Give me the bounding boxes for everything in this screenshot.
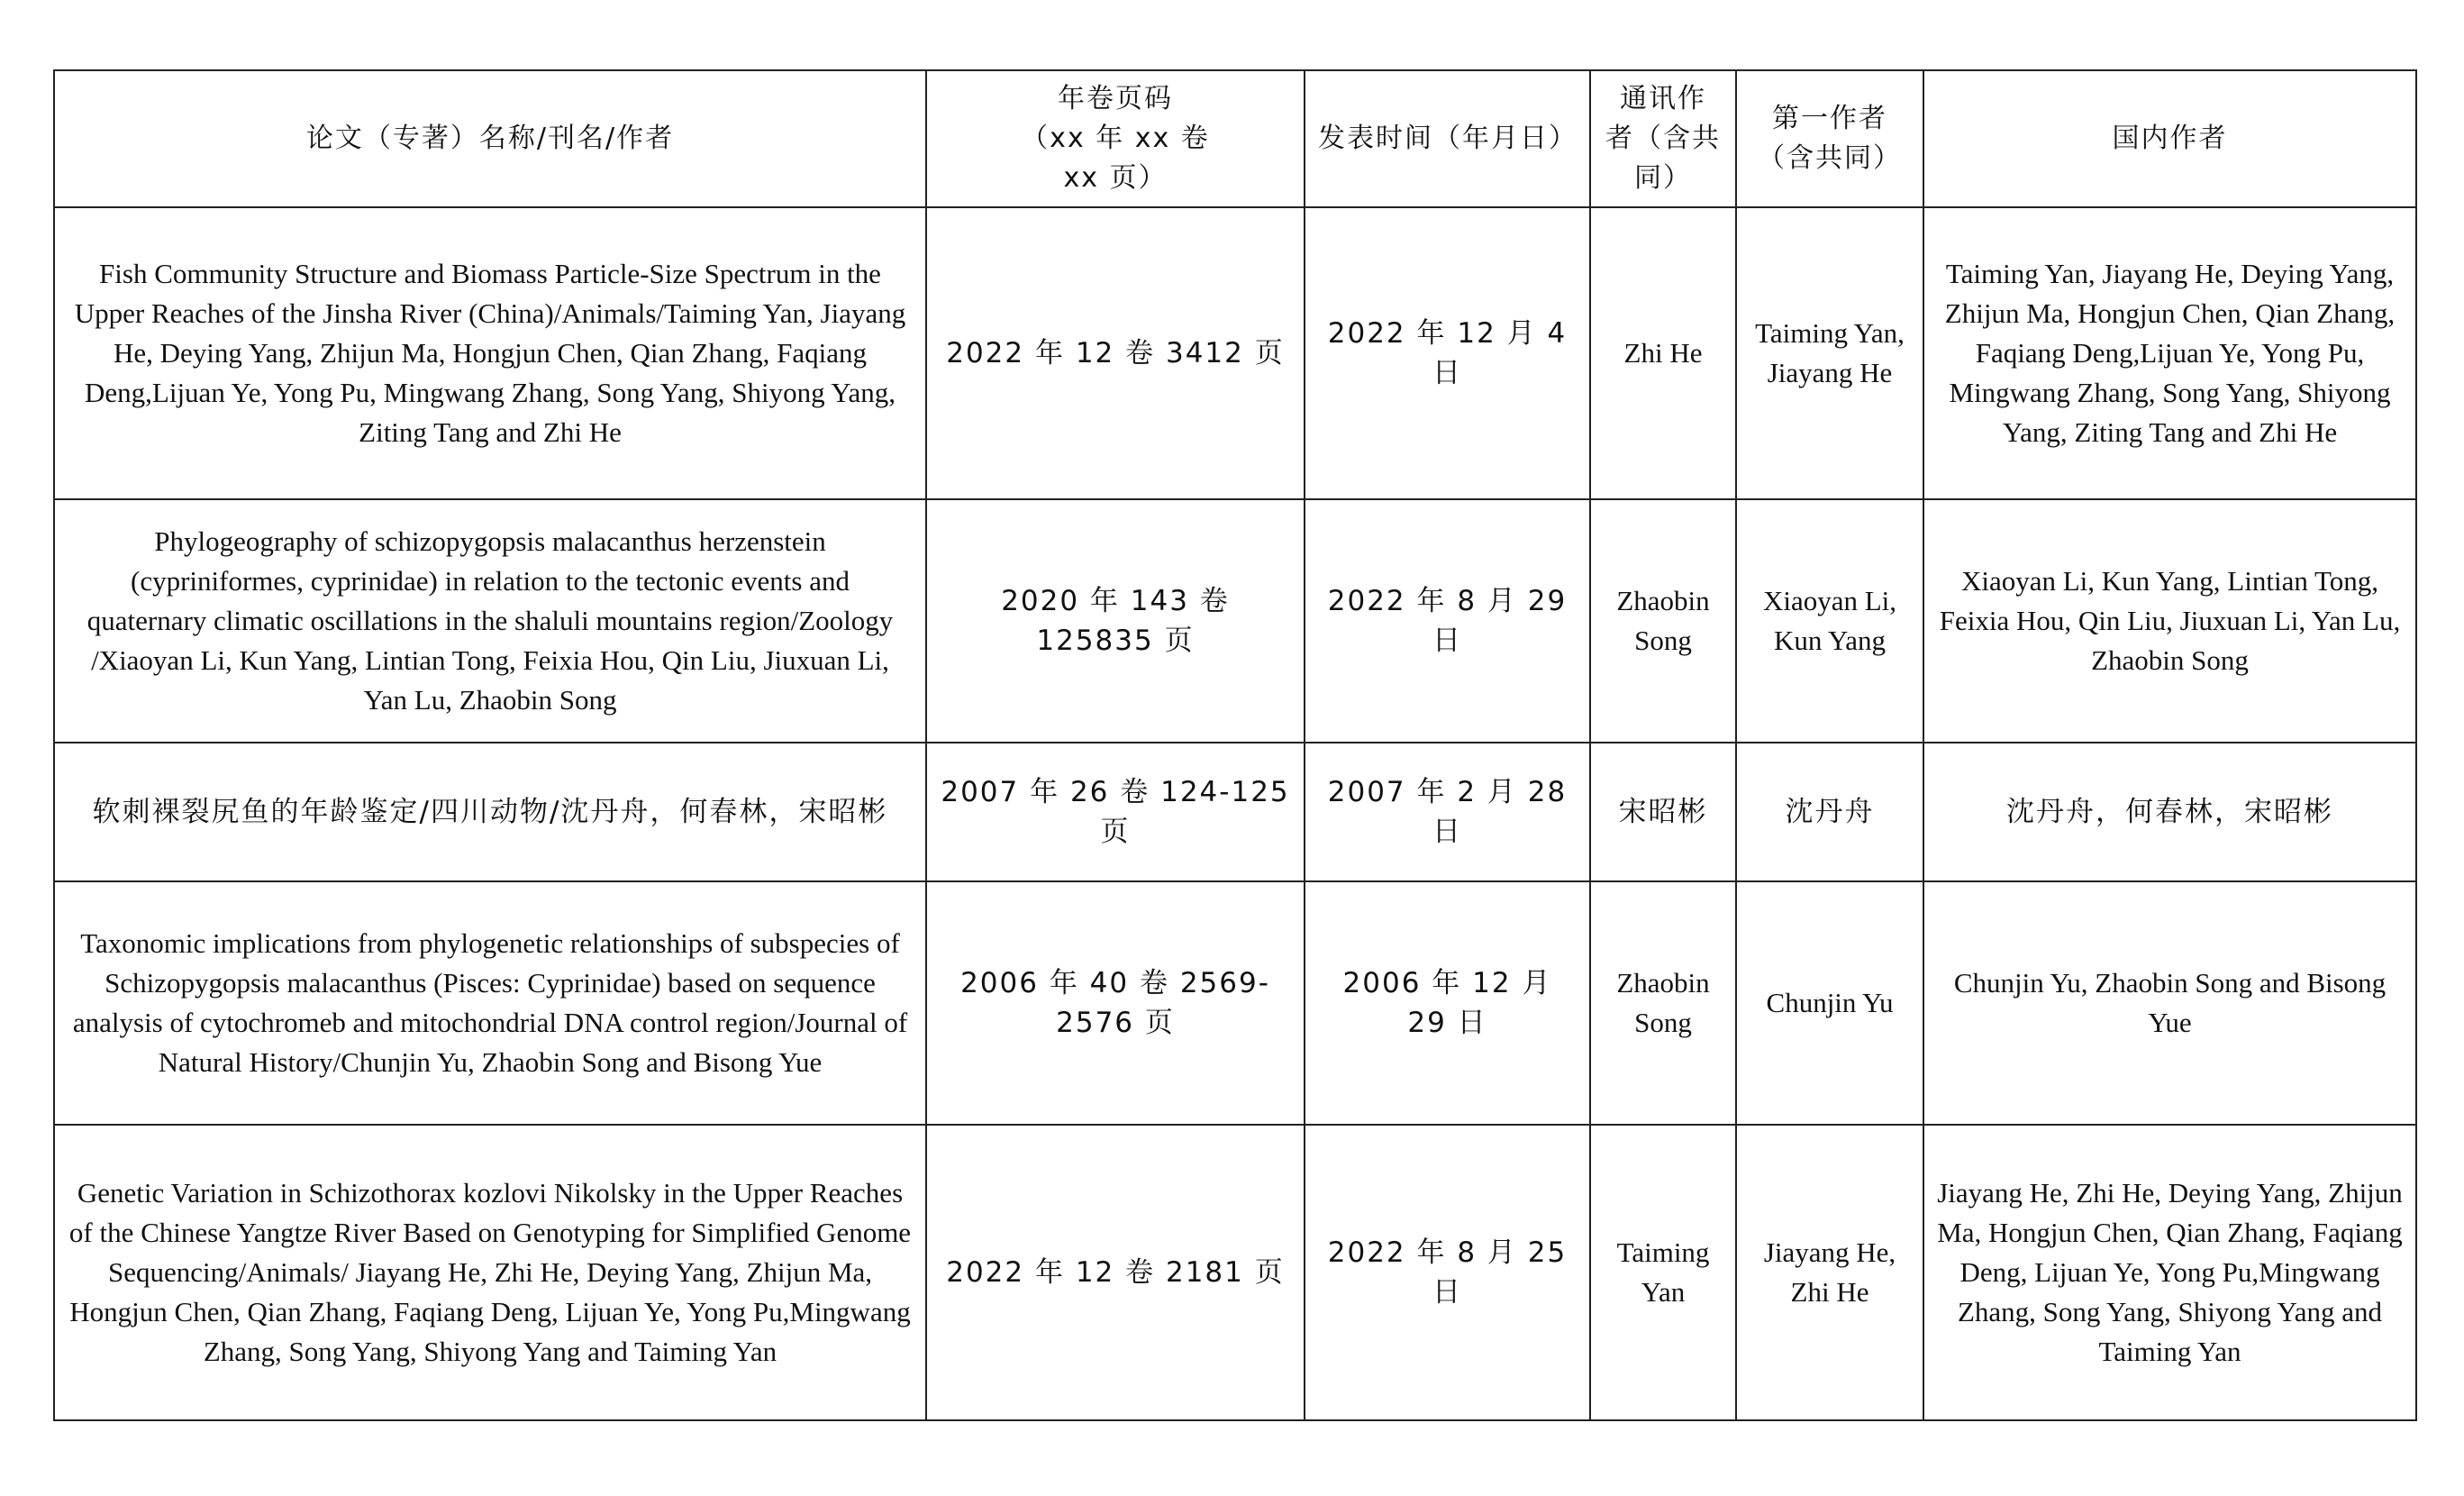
header-volume-line: （xx 年 xx 卷 [1021,123,1210,154]
cell-corresponding-author: Zhaobin Song [1590,499,1736,743]
header-corresponding-author [1590,70,1736,207]
cell-volume: 2022 年 12 卷 2181 页 [926,1125,1305,1420]
table-header-row [54,70,2416,207]
cell-first-author: Jiayang He, Zhi He [1736,1125,1923,1420]
cell-volume: 2006 年 40 卷 2569-2576 页 [926,881,1305,1125]
header-volume-line: 年卷页码 [1058,83,1173,114]
cell-title: Phylogeography of schizopygopsis malacanthus herzenstein (cypriniformes, cyprinidae) in relation to the tectonic events and quaternary climatic oscillations in the shaluli mountains region/Zoology /Xiaoyan Li, Kun Yang, Lintian Tong, Feixia Hou, Qin Liu, Jiuxuan Li, Yan Lu, Zhaobin Song [54,499,926,743]
cell-first-author: Chunjin Yu [1736,881,1923,1125]
cell-date: 2022 年 8 月 25 日 [1305,1125,1590,1420]
header-volume-line: xx 页） [1063,162,1168,194]
header-title: 论文（专著）名称/刊名/作者 [54,70,926,207]
table-row [54,743,2416,881]
header-first-author [1736,70,1923,207]
cell-corresponding-author: Zhi He [1590,207,1736,499]
cell-first-author: Xiaoyan Li, Kun Yang [1736,499,1923,743]
header-date: 发表时间（年月日） [1305,70,1590,207]
cell-date: 2022 年 12 月 4 日 [1305,207,1590,499]
header-first-author-line: （含共同） [1758,142,1902,174]
cell-domestic-authors: Chunjin Yu, Zhaobin Song and Bisong Yue [1923,881,2416,1125]
cell-volume: 2022 年 12 卷 3412 页 [926,207,1305,499]
cell-first-author: Taiming Yan, Jiayang He [1736,207,1923,499]
publication-table [53,69,2417,1421]
cell-title: Taxonomic implications from phylogenetic relationships of subspecies of Schizopygopsis malacanthus (Pisces: Cyprinidae) based on sequence analysis of cytochromeb and mitochondrial DNA control region/Journal of Natural History/Chunjin Yu, Zhaobin Song and Bisong Yue [54,881,926,1125]
cell-domestic-authors: Taiming Yan, Jiayang He, Deying Yang, Zhijun Ma, Hongjun Chen, Qian Zhang, Faqiang Deng,Lijuan Ye, Yong Pu, Mingwang Zhang, Song Yang, Shiyong Yang, Ziting Tang and Zhi He [1923,207,2416,499]
table-row [54,881,2416,1125]
header-corresponding-line: 同） [1634,162,1692,194]
cell-corresponding-author: Zhaobin Song [1590,881,1736,1125]
cell-date: 2007 年 2 月 28 日 [1305,743,1590,881]
cell-first-author: 沈丹舟 [1736,743,1923,881]
cell-date: 2022 年 8 月 29 日 [1305,499,1590,743]
cell-corresponding-author: Taiming Yan [1590,1125,1736,1420]
header-domestic-authors: 国内作者 [1923,70,2416,207]
cell-domestic-authors: Jiayang He, Zhi He, Deying Yang, Zhijun Ma, Hongjun Chen, Qian Zhang, Faqiang Deng, Lijuan Ye, Yong Pu,Mingwang Zhang, Song Yang, Shiyong Yang and Taiming Yan [1923,1125,2416,1420]
cell-title: 软刺裸裂尻鱼的年龄鉴定/四川动物/沈丹舟，何春林，宋昭彬 [54,743,926,881]
table-row [54,499,2416,743]
header-volume [926,70,1305,207]
cell-title: Fish Community Structure and Biomass Particle-Size Spectrum in the Upper Reaches of the Jinsha River (China)/Animals/Taiming Yan, Jiayang He, Deying Yang, Zhijun Ma, Hongjun Chen, Qian Zhang, Faqiang Deng,Lijuan Ye, Yong Pu, Mingwang Zhang, Song Yang, Shiyong Yang, Ziting Tang and Zhi He [54,207,926,499]
cell-domestic-authors: 沈丹舟，何春林，宋昭彬 [1923,743,2416,881]
cell-volume: 2020 年 143 卷 125835 页 [926,499,1305,743]
table-row [54,207,2416,499]
cell-title: Genetic Variation in Schizothorax kozlovi Nikolsky in the Upper Reaches of the Chinese Yangtze River Based on Genotyping for Simplified Genome Sequencing/Animals/ Jiayang He, Zhi He, Deying Yang, Zhijun Ma, Hongjun Chen, Qian Zhang, Faqiang Deng, Lijuan Ye, Yong Pu,Mingwang Zhang, Song Yang, Shiyong Yang and Taiming Yan [54,1125,926,1420]
header-corresponding-line: 通讯作 [1620,83,1706,114]
header-first-author-line: 第一作者 [1772,103,1887,134]
cell-date: 2006 年 12 月 29 日 [1305,881,1590,1125]
table-row [54,1125,2416,1420]
cell-volume: 2007 年 26 卷 124-125 页 [926,743,1305,881]
header-corresponding-line: 者（含共 [1605,123,1721,154]
cell-corresponding-author: 宋昭彬 [1590,743,1736,881]
cell-domestic-authors: Xiaoyan Li, Kun Yang, Lintian Tong, Feixia Hou, Qin Liu, Jiuxuan Li, Yan Lu, Zhaobin Song [1923,499,2416,743]
